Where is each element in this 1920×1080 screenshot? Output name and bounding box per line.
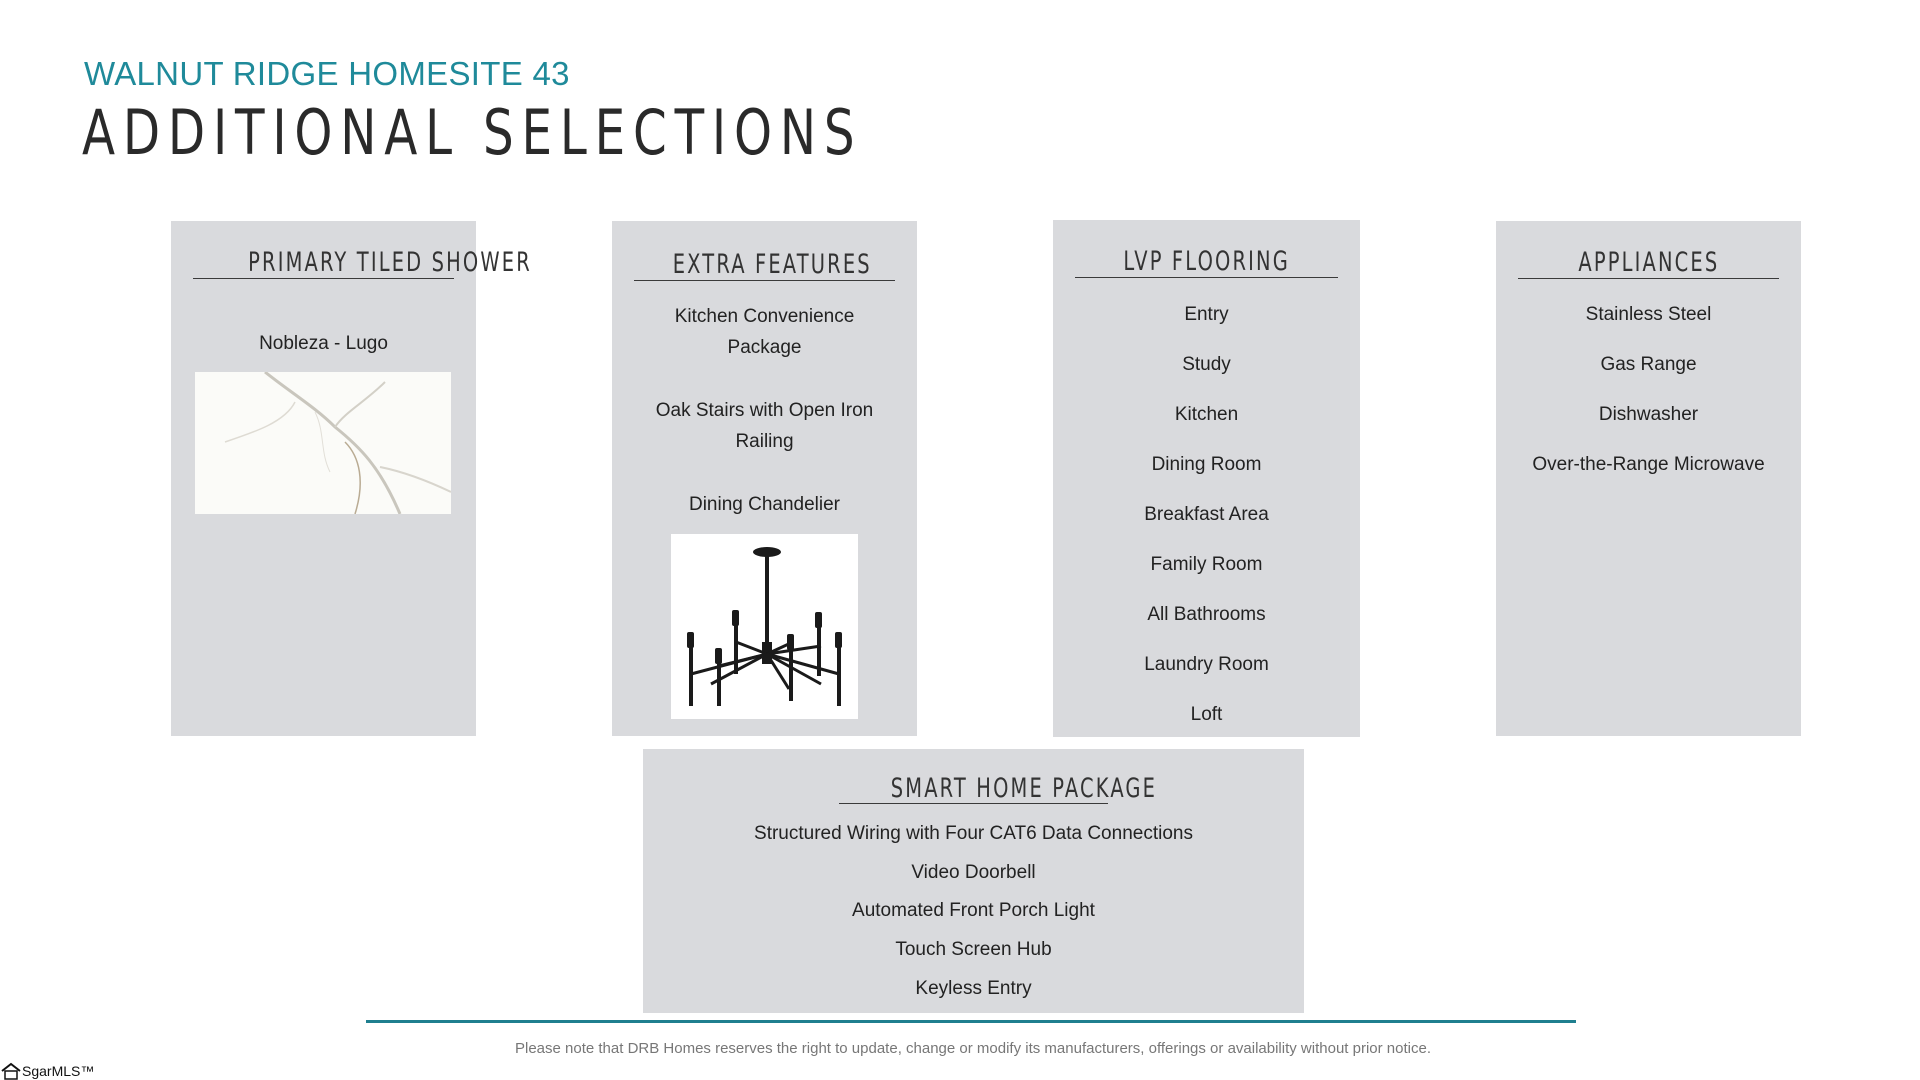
list-item: Dining Chandelier xyxy=(688,494,841,515)
page-subtitle: WALNUT RIDGE HOMESITE 43 xyxy=(84,55,570,92)
list-item: Entry xyxy=(1184,304,1229,325)
card-extra-features xyxy=(612,221,917,736)
card-header xyxy=(1518,221,1779,279)
list-item: Dining Room xyxy=(1151,454,1262,475)
mls-logo-text: SgarMLS™ xyxy=(22,1063,95,1079)
card-smart-home-package xyxy=(643,749,1304,1013)
list-item: Kitchen Convenience xyxy=(674,306,855,327)
list-item: Video Doorbell xyxy=(911,862,1036,883)
card-title: SMART HOME PACKAGE xyxy=(890,773,1158,804)
list-item: Railing xyxy=(735,431,794,452)
card-header xyxy=(839,749,1158,804)
list-item: Laundry Room xyxy=(1144,654,1269,675)
chandelier-image xyxy=(671,534,858,719)
list-item: Gas Range xyxy=(1600,354,1697,375)
card-header xyxy=(193,221,532,279)
page-title: ADDITIONAL SELECTIONS xyxy=(82,96,863,169)
marble-tile-image xyxy=(195,372,451,514)
list-item: Nobleza - Lugo xyxy=(259,333,388,354)
card-lvp-flooring xyxy=(1053,220,1360,737)
list-item: Structured Wiring with Four CAT6 Data Connections xyxy=(754,823,1193,844)
list-item: Kitchen xyxy=(1174,404,1239,425)
card-header xyxy=(634,223,895,281)
list-item: All Bathrooms xyxy=(1147,604,1266,625)
list-item: Study xyxy=(1182,354,1231,375)
house-icon xyxy=(0,1062,22,1080)
list-item: Dishwasher xyxy=(1598,404,1699,425)
list-item: Family Room xyxy=(1150,554,1263,575)
list-item: Loft xyxy=(1190,704,1223,725)
list-item: Package xyxy=(727,337,802,358)
list-item: Stainless Steel xyxy=(1585,304,1712,325)
card-title: APPLIANCES xyxy=(1578,247,1719,278)
card-title: EXTRA FEATURES xyxy=(672,249,872,280)
footer-divider xyxy=(366,1020,1576,1023)
card-appliances xyxy=(1496,221,1801,736)
list-item: Breakfast Area xyxy=(1144,504,1269,525)
card-title: LVP FLOORING xyxy=(1123,246,1290,277)
list-item: Oak Stairs with Open Iron xyxy=(655,400,874,421)
card-header xyxy=(1075,220,1338,278)
card-primary-tiled-shower xyxy=(171,221,532,736)
list-item: Automated Front Porch Light xyxy=(852,900,1095,921)
card-title: PRIMARY TILED SHOWER xyxy=(248,247,532,278)
list-item: Over-the-Range Microwave xyxy=(1532,454,1765,475)
footer-disclaimer: Please note that DRB Homes reserves the right to update, change or modify its manufacturers, offerings or availability without prior notice. xyxy=(514,1040,1431,1057)
mls-logo xyxy=(0,1062,94,1080)
list-item: Touch Screen Hub xyxy=(895,939,1052,960)
list-item: Keyless Entry xyxy=(915,978,1032,999)
